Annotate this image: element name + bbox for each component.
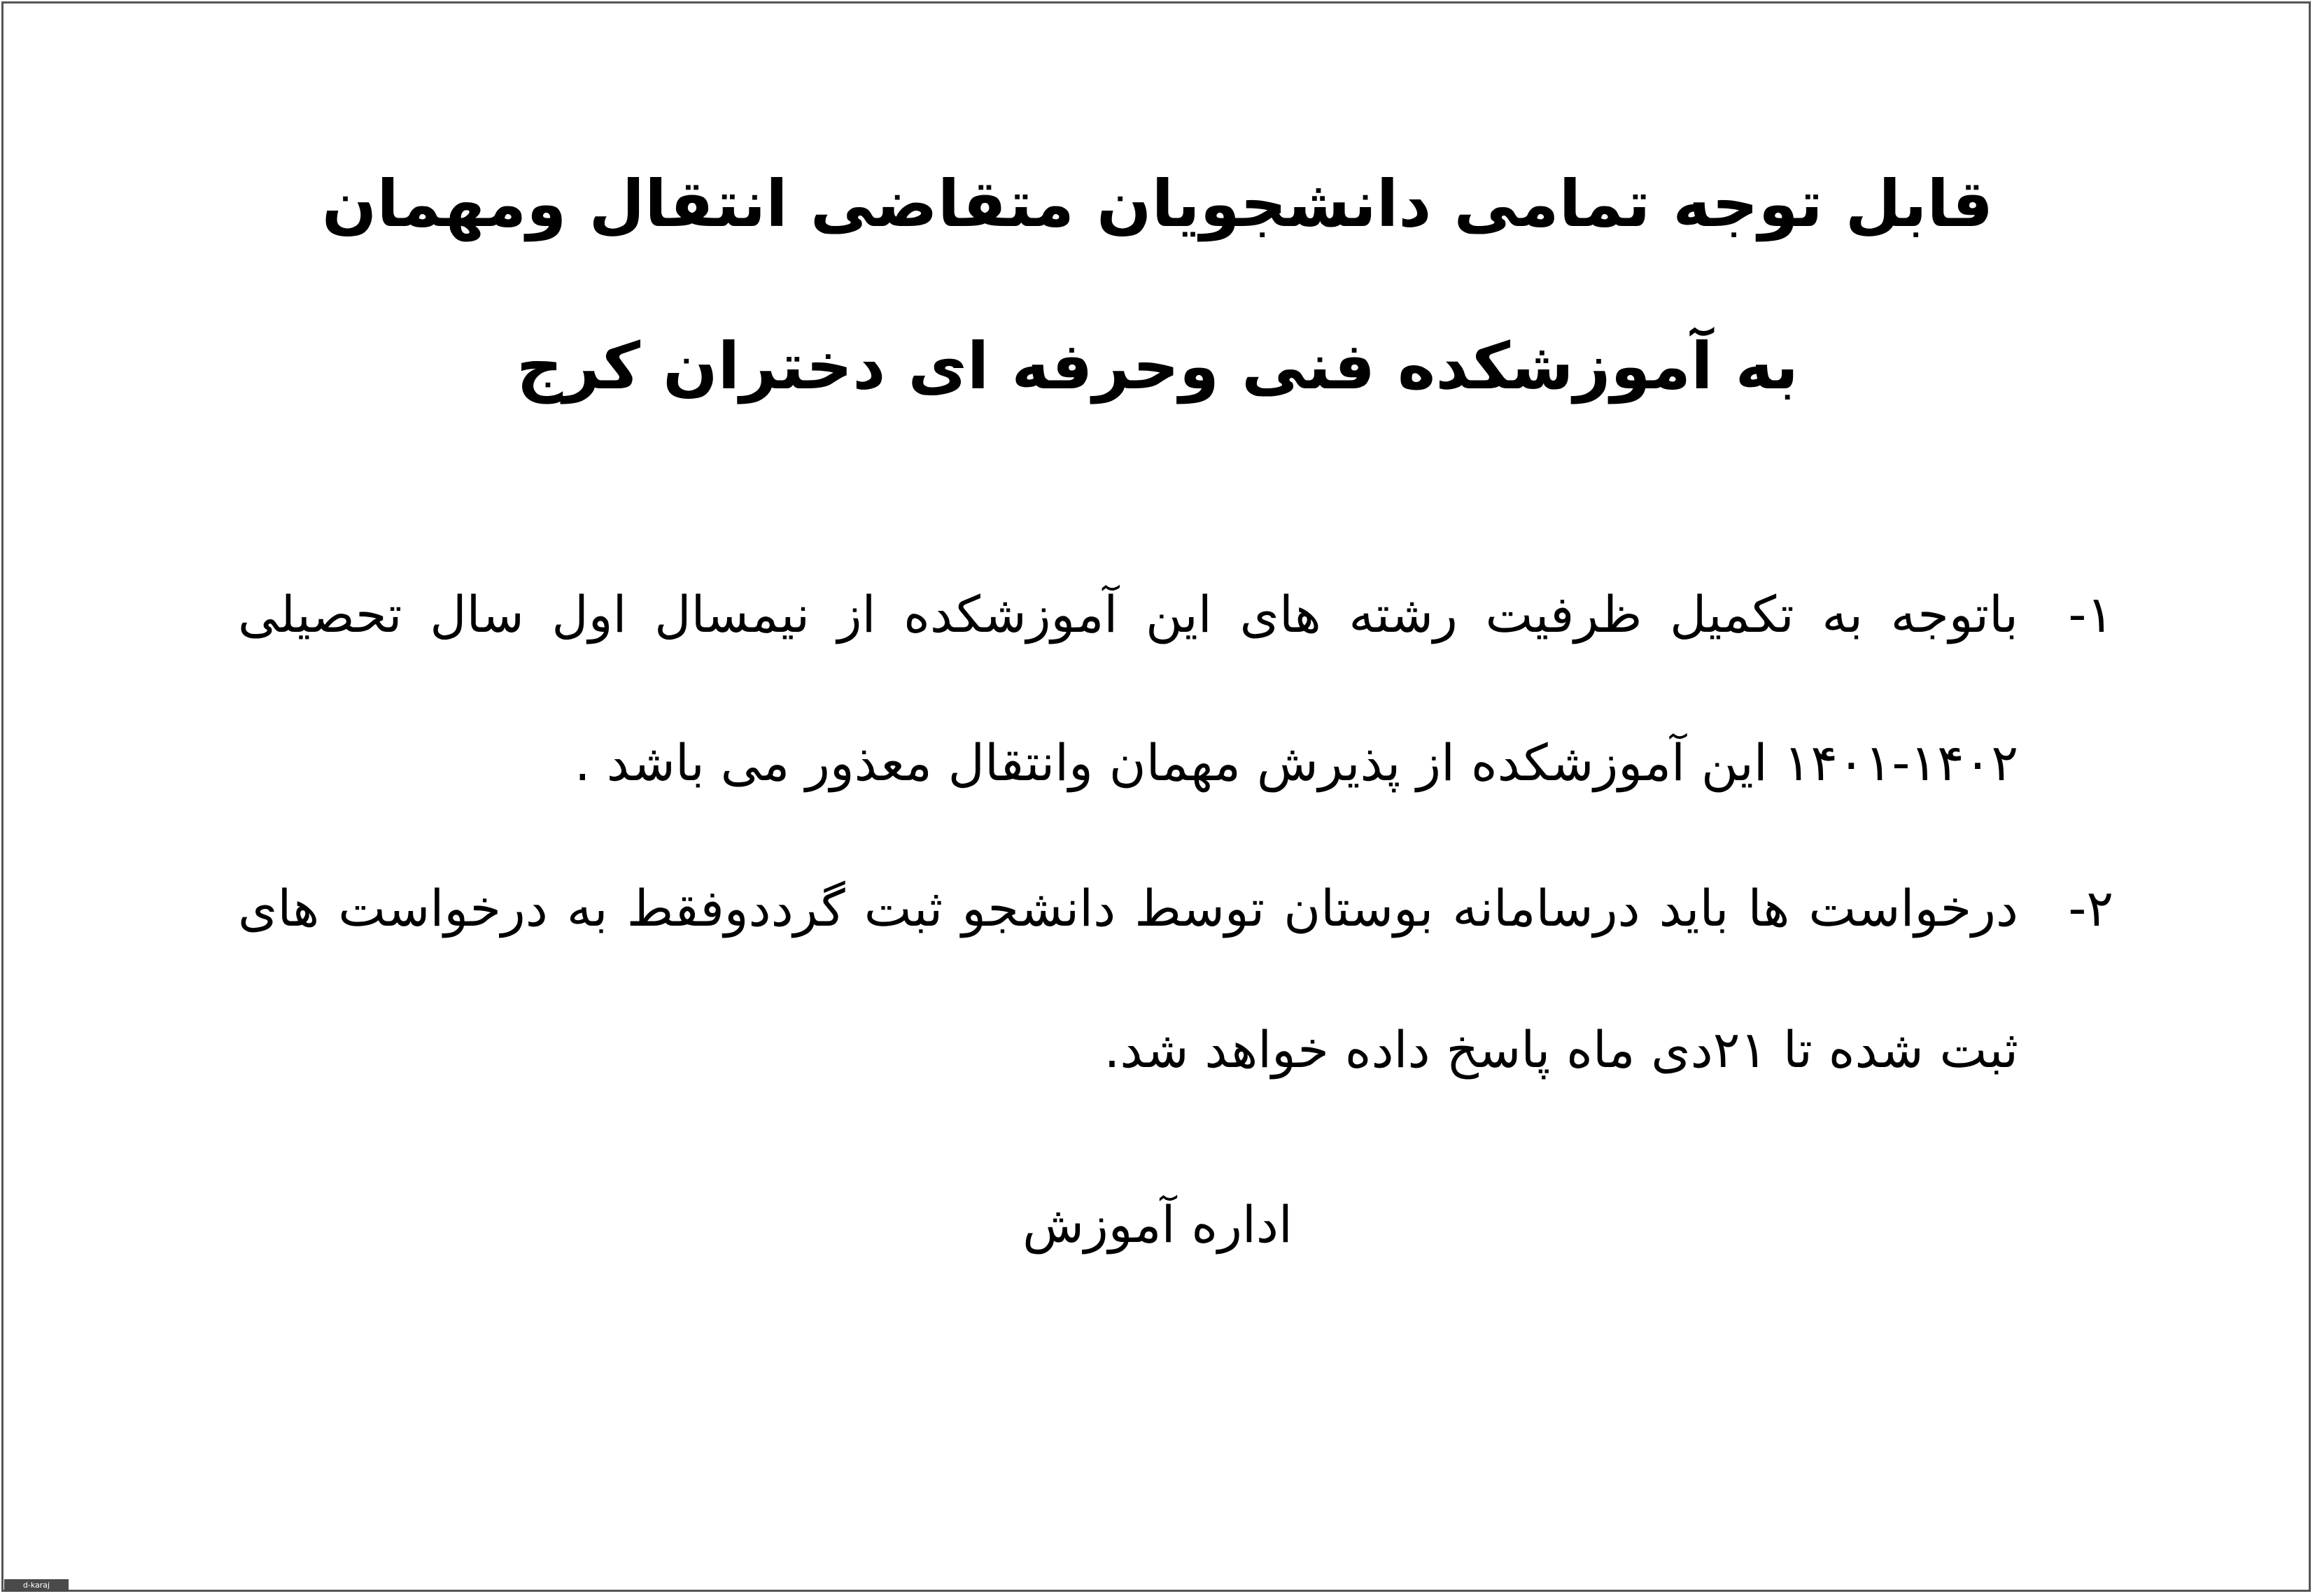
item-2-text-line-2: ثبت شده تا ۲۱دی ماه پاسخ داده خواهد شد. (1104, 1020, 2018, 1079)
notice-title-line-1: قابل توجه تمامی دانشجویان متقاضی انتقال ومهمان (321, 167, 1994, 241)
signature: اداره آموزش (1022, 1195, 1293, 1254)
item-2-number: ۲- (2068, 879, 2113, 938)
item-1-number: ۱- (2068, 585, 2113, 644)
notice-title-line-2: به آموزشکده فنی وحرفه ای دختران کرج (516, 329, 1799, 404)
item-2-text-line-1: درخواست ها باید درسامانه بوستان توسط دانشجو ثبت گرددوفقط به درخواست های (238, 879, 2018, 938)
watermark-logo: d-karaj (4, 1579, 69, 1592)
item-1-text-line-2: ۱۴۰۱-۱۴۰۲ این آموزشکده از پذیرش مهمان وانتقال معذور می باشد . (574, 733, 2018, 792)
item-1-text-line-1: باتوجه به تکمیل ظرفیت رشته های این آموزشکده از نیمسال اول سال تحصیلی (238, 585, 2018, 644)
